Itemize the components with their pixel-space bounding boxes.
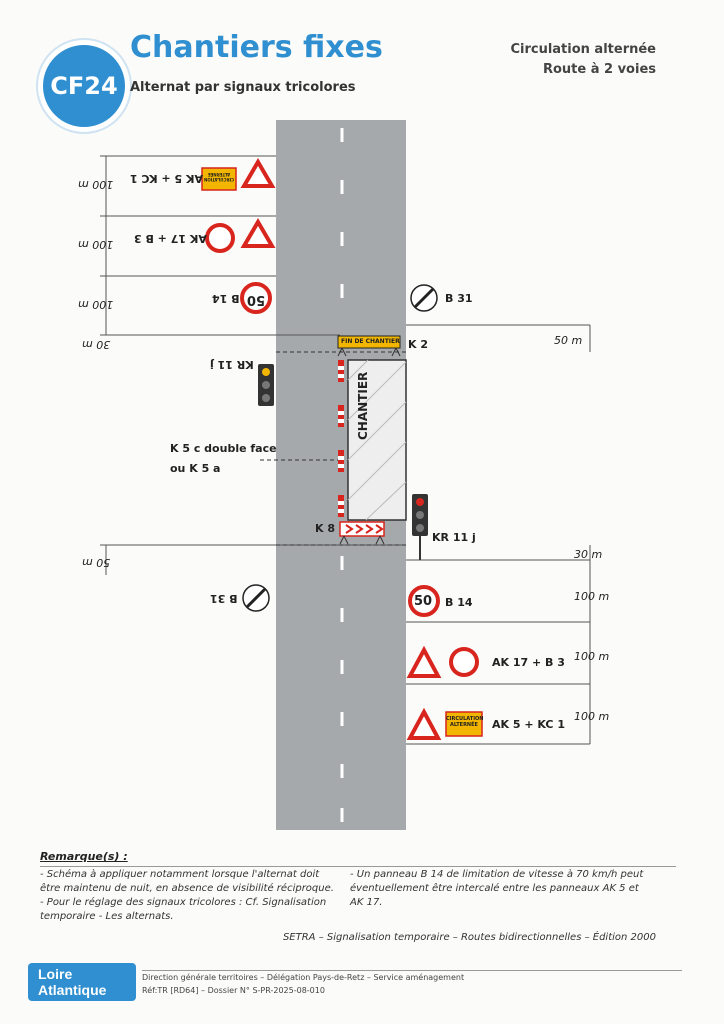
right-sign-b3 — [451, 649, 477, 675]
page-subtitle: Alternat par signaux tricolores — [130, 80, 356, 95]
traffic-light-left — [258, 364, 274, 406]
right-label-b14: B 14 — [445, 596, 473, 609]
page-title: Chantiers fixes — [130, 30, 383, 65]
fin-chantier-label: FIN DE CHANTIER — [341, 338, 400, 345]
left-label-b14: B 14 — [212, 292, 240, 305]
left-label-b31: B 31 — [210, 592, 238, 605]
header-right-line2: Route à 2 voies — [542, 62, 656, 77]
footer-divider — [142, 970, 682, 971]
right-dist-1: 50 m — [554, 334, 583, 347]
remarks-col2: - Un panneau B 14 de limitation de vitesse à 70 km/h peut éventuellement être intercalé entre les panneaux AK 5 et AK 17. — [350, 869, 644, 908]
left-sign-b3 — [207, 225, 233, 251]
source-note: SETRA – Signalisation temporaire – Routes bidirectionnelles – Édition 2000 — [282, 932, 656, 943]
remarks-divider — [40, 866, 676, 867]
left-sign-ak17 — [244, 222, 272, 246]
document-badge: CF24 — [38, 40, 130, 132]
k2-label: K 2 — [408, 338, 429, 351]
left-dist-4: 30 m — [82, 338, 111, 351]
left-b14-speed: 50 — [247, 292, 266, 307]
left-kc1-text: CIRCULATION ALTERNÉE — [204, 172, 234, 182]
logo-line1: Loire — [38, 966, 73, 982]
chantier-label: CHANTIER — [356, 371, 370, 440]
left-dist-3: 100 m — [78, 298, 114, 311]
left-sign-ak5 — [244, 162, 272, 186]
right-label-ak17-b3: AK 17 + B 3 — [492, 656, 565, 669]
left-label-ak17-b3: AK 17 + B 3 — [134, 232, 207, 245]
right-label-ak5-kc1: AK 5 + KC 1 — [492, 718, 565, 731]
right-sign-ak17 — [410, 650, 438, 676]
right-dist-5: 100 m — [574, 710, 610, 723]
left-label-ak5-kc1: AK 5 + KC 1 — [130, 172, 203, 185]
footer-line1: Direction générale territoires – Délégation Pays-de-Retz – Service aménagement — [142, 973, 465, 982]
right-dist-2: 30 m — [574, 548, 603, 561]
right-sign-ak5 — [410, 712, 438, 738]
k5-label-line2: ou K 5 a — [170, 462, 221, 475]
k8-label: K 8 — [315, 522, 336, 535]
k8-barrier — [340, 522, 384, 544]
remarks-title: Remarque(s) : — [40, 850, 128, 863]
footer-line2: Réf:TR [RD64] – Dossier N° S-PR-2025-08-010 — [142, 986, 325, 995]
k5-cones — [338, 360, 344, 517]
left-label-kr11j: KR 11 j — [210, 358, 254, 371]
logo — [28, 963, 136, 1001]
header-right-line1: Circulation alternée — [510, 42, 656, 57]
left-dist-1: 100 m — [78, 178, 114, 191]
right-dist-4: 100 m — [574, 650, 610, 663]
left-dist-2: 100 m — [78, 238, 114, 251]
logo-line2: Atlantique — [38, 982, 107, 998]
k5-label-line1: K 5 c double face — [170, 442, 277, 455]
right-label-b31: B 31 — [445, 292, 473, 305]
right-label-kr11j: KR 11 j — [432, 531, 476, 544]
right-dist-3: 100 m — [574, 590, 610, 603]
remarks-col1: - Schéma à appliquer notamment lorsque l'alternat doit être maintenu de nuit, en absence de visibilité réciproque. - Pour le réglage des signaux tricolores : Cf. Signalisation temporaire - Les alternats. — [40, 869, 334, 922]
left-dist-5: 50 m — [82, 556, 111, 569]
traffic-light-right — [412, 494, 428, 560]
right-kc1-text: CIRCULATION ALTERNÉE — [446, 716, 484, 728]
right-b14-speed: 50 — [414, 594, 433, 609]
